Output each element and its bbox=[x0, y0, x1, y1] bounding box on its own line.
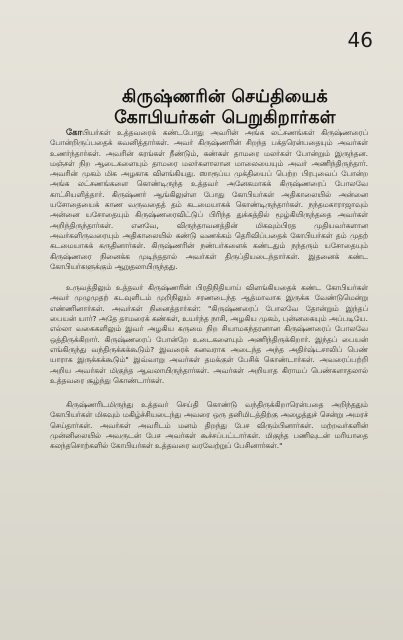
paragraph-1 bbox=[50, 128, 368, 272]
body-text bbox=[50, 128, 368, 452]
chapter-title-line-1: கிருஷ்ணரின் செய்தியைக் bbox=[122, 87, 328, 107]
drop-lead-text: கோ bbox=[66, 128, 83, 138]
chapter-title-line-2: கோபியர்கள் பெறுகிறார்கள் bbox=[114, 108, 336, 128]
paragraph-3-text: கிருஷ்ணரிடமிருந்து உத்தவர் செய்தி கொண்டு வந்திருக்கிறாரென்பதை அறிந்ததும் கோபியர்கள் மிகவும் மகிழ்ச்சியடைந்து அவரை ஒரு தனிமிடத்திற்கு அழைத்துச் சென்று அமரச் செய்தார்கள். அவர்கள் அவரிடம் மனம் திறந்து பேச விரும்பினார்கள். மற்றவர்களின் முன்னிலையில் அவருடன் பேச அவர்கள் கூச்சப்பட்டார்கள். மிகுந்த பணிவுடன் மரியாதை கலந்தசொற்களில் கோபியர்கள் உத்தவரை வரவேற்றுப் பேசினார்கள்." bbox=[50, 400, 368, 451]
paragraph-1-text: பியர்கள் உத்தவரைக் கண்டபோது அவரின் அங்க லட்சணங்கள் கிருஷ்ணரைப் போன்றிருப்பதைக் கவனித்தார்கள். அவர் கிருஷ்ணரின் சிறந்த பக்தரென்பதையும் அவர்கள் உணர்ந்தார்கள். அவரின் கரங்கள் நீண்டும், கண்கள் தாமரை மலர்கள் போன்றும் இருந்தன. மஞ்சள் நிற ஆடைகளையும் தாமரை மலர்களாலான மாலையையும் அவர் அணிந்திருந்தார். அவரின் முகம் மிக அழகாக விளங்கியது. ஸாரூப்ய முக்தியைப் பெற்ற பிரபுவைப் போன்ற அங்க லட்சணங்களை கொண்டிருந்த உத்தவர் அனேகமாகக் கிருஷ்ணரைப் போலவே காட்சியளித்தார். கிருஷ்ணர் ஆங்கிலுள்ள போது கோபியர்கள் அதிகாலையில் அன்னை யசோதையைக் காண வருவதைத் தம் கடமையாகக் கொண்டிருந்தார்கள். நந்தமகாராஜாவும் அன்னை யசோதையும் கிருஷ்ணரைவிட்டுப் பிரிந்த துக்கத்தில் மூழ்கியிருந்ததை அவர்கள் அறிந்திருந்தார்கள். எனவே, விருந்தாவனத்தின் மிகவும்பிரத முதியவர்களான அவர்களிருவரையும் அதிகாலையில் கண்டு வணக்கம் தெரிவிப்பதைக் கோபியர்கள் தம் முதற் கடமையாகக் கருதினார்கள். கிருஷ்ணரின் நண்பர்களைக் கண்டதும் நந்தரும் யசோதையும் கிருஷ்ணரை நினைக்க முடிந்ததால் அவர்கள் திருப்தியடைந்தார்கள். இதனைக் கண்ட கோபியர்களுக்கும் ஆறுதலாயிருந்தது. bbox=[50, 128, 368, 271]
paragraph-2 bbox=[50, 283, 368, 386]
chapter-title bbox=[80, 87, 370, 129]
paragraph-2-text: உருவத்திலும் உத்தவர் கிருஷ்ணரின் பிரதிநிதியாய் விளங்கியதைக் கண்ட கோபியர்கள் அவர் முழுமுதற் கடவுளிடம் முறிநிலும் சரணடைந்த ஆத்மாவாக இருக்க வேண்டுமென்று எண்ணினார்கள். அவர்கள் நினைத்தார்கள்: "கிருஷ்ணரைப் போலவே தோன்றும் இந்தப் பையன் யார்? அதே தாமரைக் கண்கள், உயர்ந்த நாசி, அழகிய முகம், புன்னகையும் அப்படியே. எல்லா வகைகளிலும் இவர் அழகிய கருமை நிற சியாமசுந்தரனான கிருஷ்ணரைப் போலவே ஒத்திருக்கிறார். கிருஷ்ணரைப் போன்றே உடைகளையும் அணிந்திருக்கிறார். இந்தப் பையன் எங்கிருந்து வந்திருக்கக்கூடும்? இவரைக் கனவராக அடைந்த அந்த அதிர்ஷ்டசாலிப் பெண் யாராக இருக்கக்கூடும்" இவ்வாறு அவர்கள் தமக்குள் பேசிக் கொண்டார்கள். அவரைப்பற்றி அறிய அவர்கள் மிகுந்த ஆவலாயிருந்தார்கள். அவர்கள் அறியாத கிராமப் பெண்களாதலால் உத்தவரை சூழ்ந்து கொண்டார்கள். bbox=[50, 283, 368, 385]
page-number: 46 bbox=[347, 28, 373, 52]
paragraph-3 bbox=[50, 400, 368, 451]
